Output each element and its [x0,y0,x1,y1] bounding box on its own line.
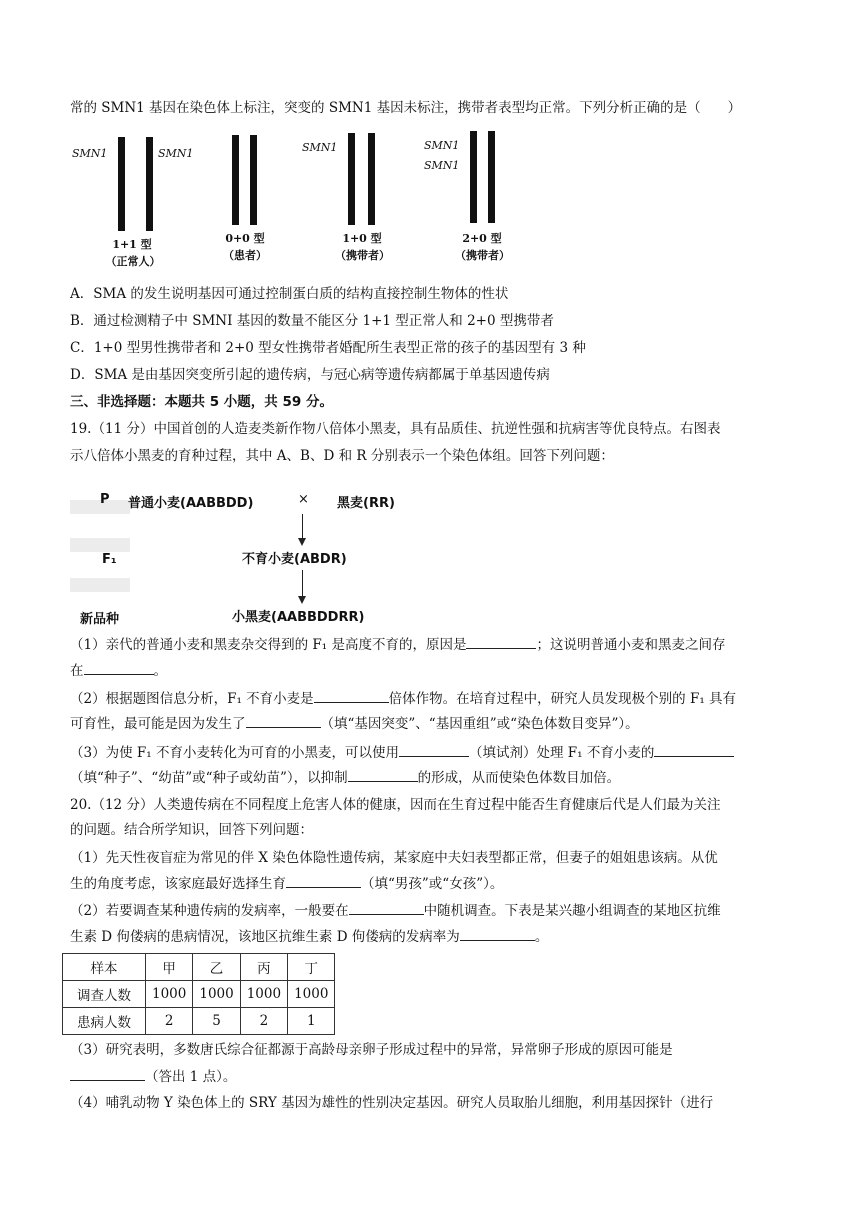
chromosome [368,133,375,225]
q19-part1-text: 在 [70,663,84,679]
arrow-line [302,514,303,540]
answer-blank[interactable] [399,742,469,757]
option-d: D．SMA 是由基因突变所引起的遗传病，与冠心病等遗传病都属于单基因遗传病 [70,367,550,383]
survey-table [62,953,335,1035]
f1-sterile-wheat: 不育小麦(ABDR) [242,552,347,567]
table-header-row [63,954,335,981]
answer-blank[interactable] [84,660,154,675]
breeding-diagram [70,478,450,628]
q20-stem: 的问题。结合所学知识，回答下列问题： [70,822,313,838]
option-b: B．通过检测精子中 SMNI 基因的数量不能区分 1+1 型正常人和 2+0 型携带者 [70,313,554,329]
option-a: A．SMA 的发生说明基因可通过控制蛋白质的结构直接控制生物体的性状 [70,286,509,302]
q19-part2-text: （填“基因突变”、“基因重组”或“染色体数目变异”）。 [320,716,639,732]
q19-part2-text: 可育性，最可能是因为发生了 [70,716,246,732]
table-cell: 1000 [240,981,287,1008]
chromosome [470,131,477,223]
parent-common-wheat: 普通小麦(AABBDD) [128,496,254,511]
chromosome [232,135,239,225]
cross-symbol: × [298,492,309,507]
faint-mark [70,578,130,592]
q20-part3-cont [70,1066,800,1087]
q19-part1-cont [70,660,800,681]
generation-f1-label: F₁ [102,552,117,567]
type-note: （患者） [223,249,267,262]
type-label: 1+1 型 [112,238,152,251]
option-c: C．1+0 型男性携带者和 2+0 型女性携带者婚配所生表型正常的孩子的基因型有 3 种 [70,340,586,356]
q19-part3-cont [70,767,800,788]
type-label: 2+0 型 [462,232,502,245]
gene-label: SMN1 [424,139,460,152]
table-cell: 甲 [146,954,193,981]
parent-rye: 黑麦(RR) [337,496,395,511]
answer-blank[interactable] [246,713,321,728]
q19-stem: 19.（11 分）中国首创的人造麦类新作物八倍体小黑麦，具有品质佳、抗逆性强和抗病害等优良特点。右图表 [70,421,721,437]
q19-part3-text: （3）为使 F₁ 不育小麦转化为可育的小黑麦，可以使用 [70,745,399,761]
type-note: （正常人） [105,255,161,268]
table-cell: 患病人数 [63,1008,146,1035]
table-cell: 丙 [240,954,287,981]
q20-part3-text: （答出 1 点）。 [145,1069,237,1085]
q19-part1-text: （1）亲代的普通小麦和黑麦杂交得到的 F₁ 是高度不育的，原因是 [70,637,467,653]
q20-part4: （4）哺乳动物 Y 染色体上的 SRY 基因为雄性的性别决定基因。研究人员取胎儿细胞，利用基因探针（进行 [70,1095,714,1111]
q19-part3-text: （填试剂）处理 F₁ 不育小麦的 [468,745,655,761]
table-cell: 1000 [288,981,335,1008]
q20-part1-text: 生的角度考虑，该家庭最好选择生育 [70,876,286,892]
q19-part1-text: ；这说明普通小麦和黑麦之间存 [536,637,726,653]
chromosome [250,135,257,225]
chromosome [118,137,125,231]
table-row [63,981,335,1008]
gene-label: SMN1 [302,141,338,154]
q19-part1 [70,634,800,655]
answer-blank[interactable] [314,688,389,703]
table-cell: 2 [240,1008,287,1035]
q20-part3: （3）研究表明，多数唐氏综合征都源于高龄母亲卵子形成过程中的异常，异常卵子形成的原因可能是 [70,1042,673,1058]
q20-part2-text: 生素 D 佝偻病的患病情况，该地区抗维生素 D 佝偻病的发病率为 [70,929,460,945]
q20-part2-text: （2）若要调查某种遗传病的发病率，一般要在 [70,903,349,919]
section-heading: 三、非选择题：本题共 5 小题，共 59 分。 [70,394,333,410]
q19-part3 [70,742,800,763]
answer-blank[interactable] [70,1066,145,1081]
q19-stem: 示八倍体小黑麦的育种过程，其中 A、B、D 和 R 分别表示一个染色体组。回答下列问题： [70,448,614,464]
gene-label: SMN1 [158,147,194,160]
question-intro: 常的 SMN1 基因在染色体上标注，突变的 SMN1 基因未标注，携带者表型均正常。下列分析正确的是（ ） [70,100,742,116]
chromosome [488,131,495,223]
type-note: （携带者） [335,249,390,262]
q19-part2-cont [70,713,800,734]
q19-part3-text: 的形成，从而使染色体数目加倍。 [417,770,621,786]
table-row [63,1008,335,1035]
q20-stem: 20.（12 分）人类遗传病在不同程度上危害人体的健康，因而在生育过程中能否生育健康后代是人们最为关注 [70,797,721,813]
answer-blank[interactable] [654,742,734,757]
q19-part1-text: 。 [153,663,167,679]
gene-label: SMN1 [424,159,460,172]
faint-mark [70,538,130,552]
table-cell: 1 [288,1008,335,1035]
triticale-product: 小黑麦(AABBDDRR) [232,610,365,625]
q20-part1: （1）先天性夜盲症为常见的伴 X 染色体隐性遗传病，某家庭中夫妇表型都正常，但妻子的姐姐患该病。从优 [70,850,718,866]
q20-part2-text: 中随机调查。下表是某兴趣小组调查的某地区抗维 [423,903,721,919]
answer-blank[interactable] [286,873,361,888]
q19-part2-text: （2）根据题图信息分析，F₁ 不育小麦是 [70,691,314,707]
table-cell: 调查人数 [63,981,146,1008]
q20-part1-cont [70,873,800,894]
q19-part2-text: 倍体作物。在培育过程中，研究人员发现极个别的 F₁ 具有 [388,691,737,707]
gene-label: SMN1 [72,147,108,160]
answer-blank[interactable] [348,767,418,782]
table-cell: 乙 [193,954,240,981]
chromosome [348,133,355,225]
arrow-line [302,570,303,598]
arrow-head [298,596,306,604]
table-cell: 2 [146,1008,193,1035]
type-note: （携带者） [455,249,510,262]
q19-part2 [70,688,800,709]
new-variety-label: 新品种 [80,612,120,627]
generation-p-label: P [100,492,110,507]
type-label: 1+0 型 [342,232,382,245]
q20-part2-text: 。 [534,929,549,945]
table-cell: 1000 [146,981,193,1008]
answer-blank[interactable] [349,900,424,915]
type-label: 0+0 型 [225,232,265,245]
q20-part2-cont [70,926,800,947]
table-cell: 5 [193,1008,240,1035]
chromosome [146,137,153,231]
table-cell: 1000 [193,981,240,1008]
answer-blank[interactable] [460,926,535,941]
arrow-head [298,538,306,546]
answer-blank[interactable] [466,634,536,649]
q19-part3-text: （填“种子”、“幼苗”或“种子或幼苗”），以抑制 [70,770,348,786]
table-cell: 丁 [288,954,335,981]
table-cell: 样本 [63,954,146,981]
q20-part2 [70,900,800,921]
smn1-chromosome-figure [60,125,530,275]
q20-part1-text: （填“男孩”或“女孩”）。 [361,876,504,892]
